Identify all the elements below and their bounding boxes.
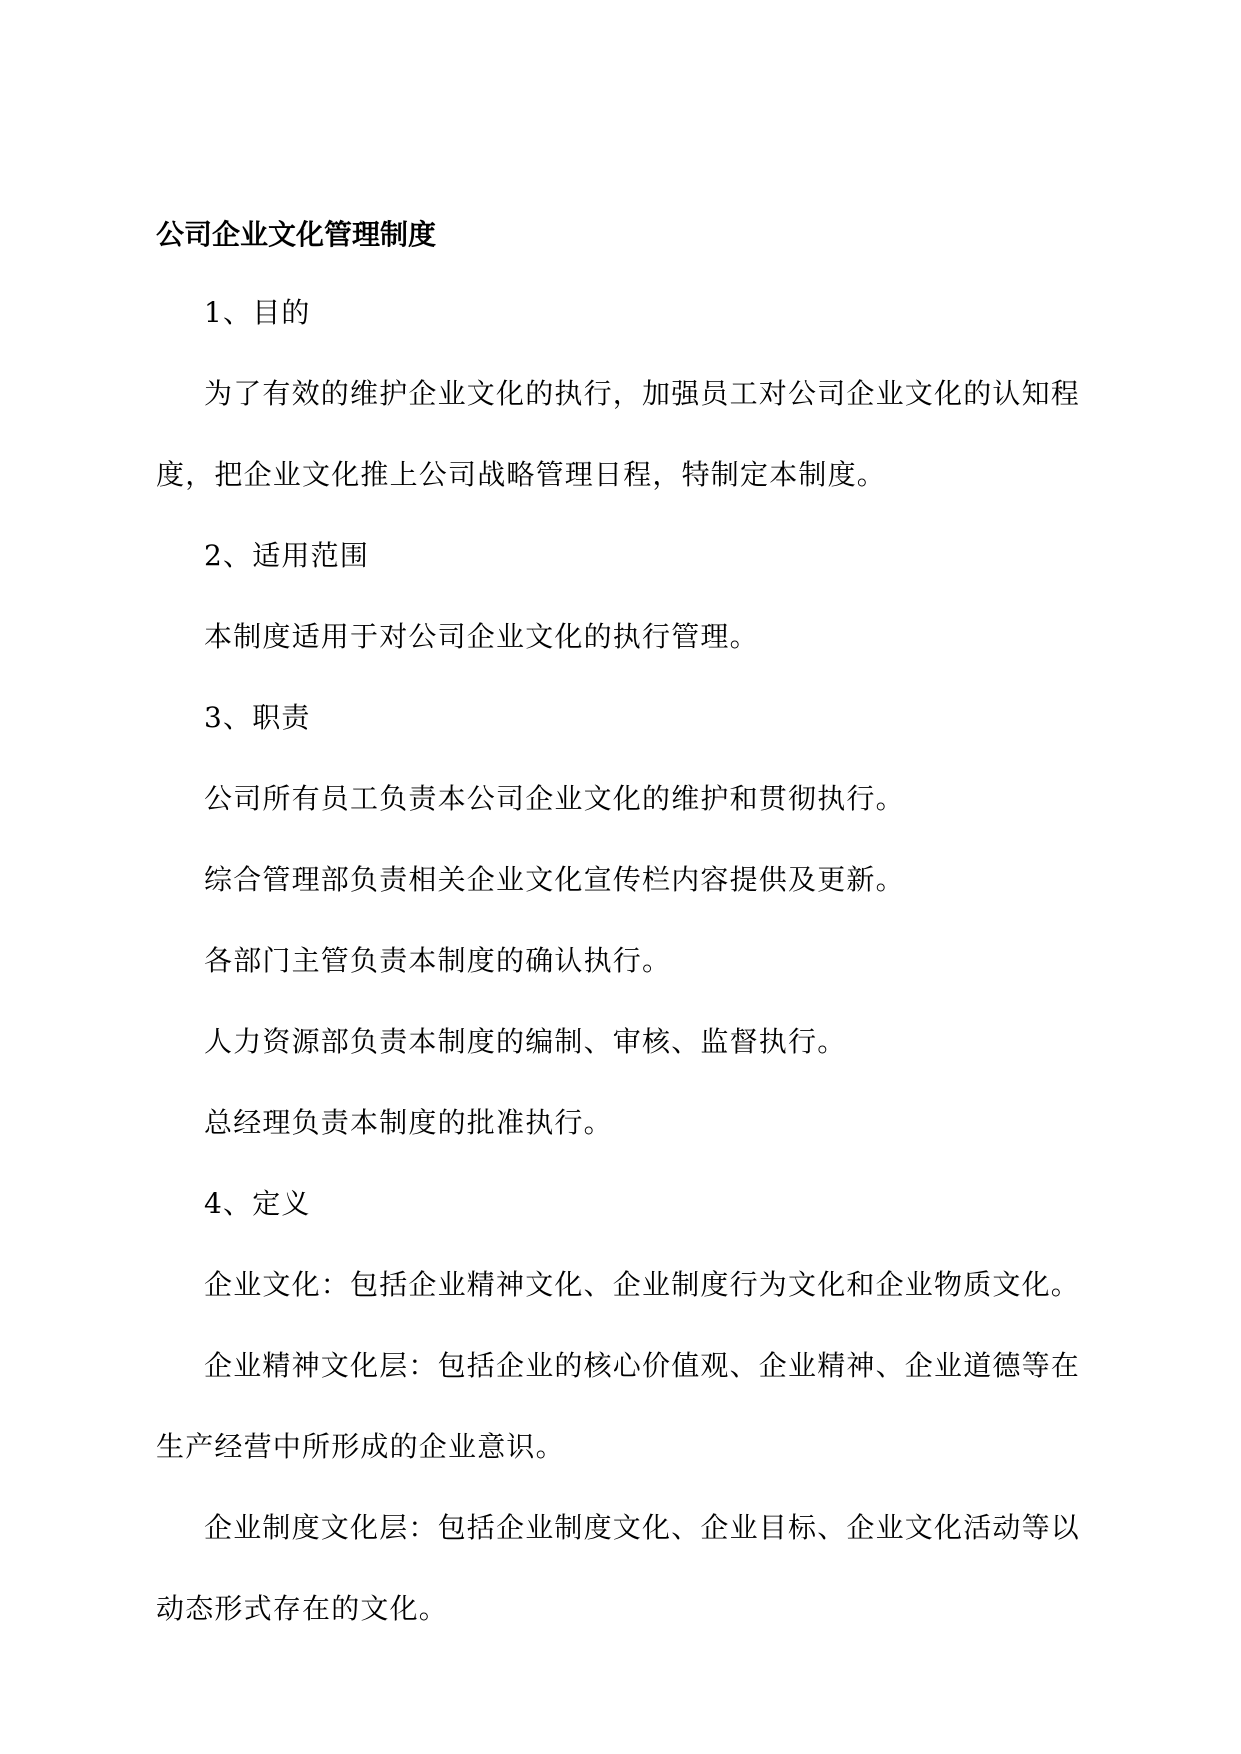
paragraph-responsibility-hr: 人力资源部负责本制度的编制、审核、监督执行。: [204, 1025, 847, 1058]
paragraph-definition-spirit-layer: 企业精神文化层：包括企业的核心价值观、企业精神、企业道德等在生产经营中所形成的企业意识。: [156, 1349, 1081, 1463]
paragraph-responsibility-gm: 总经理负责本制度的批准执行。: [204, 1106, 613, 1139]
section-heading-definitions: 4、定义: [204, 1187, 311, 1220]
section-heading-scope: 2、适用范围: [204, 539, 370, 572]
paragraph-responsibility-admin-dept: 综合管理部负责相关企业文化宣传栏内容提供及更新。: [204, 863, 905, 896]
paragraph-definition-culture: 企业文化：包括企业精神文化、企业制度行为文化和企业物质文化。: [204, 1268, 1081, 1301]
document-title: 公司企业文化管理制度: [156, 218, 437, 251]
section-heading-responsibilities: 3、职责: [204, 701, 311, 734]
paragraph-responsibility-all-staff: 公司所有员工负责本公司企业文化的维护和贯彻执行。: [204, 782, 905, 815]
paragraph-responsibility-dept-heads: 各部门主管负责本制度的确认执行。: [204, 944, 672, 977]
paragraph-scope: 本制度适用于对公司企业文化的执行管理。: [204, 620, 759, 653]
section-heading-purpose: 1、目的: [204, 296, 311, 329]
paragraph-definition-system-layer: 企业制度文化层：包括企业制度文化、企业目标、企业文化活动等以动态形式存在的文化。: [156, 1511, 1081, 1625]
paragraph-purpose: 为了有效的维护企业文化的执行，加强员工对公司企业文化的认知程度，把企业文化推上公司战略管理日程，特制定本制度。: [156, 377, 1081, 491]
